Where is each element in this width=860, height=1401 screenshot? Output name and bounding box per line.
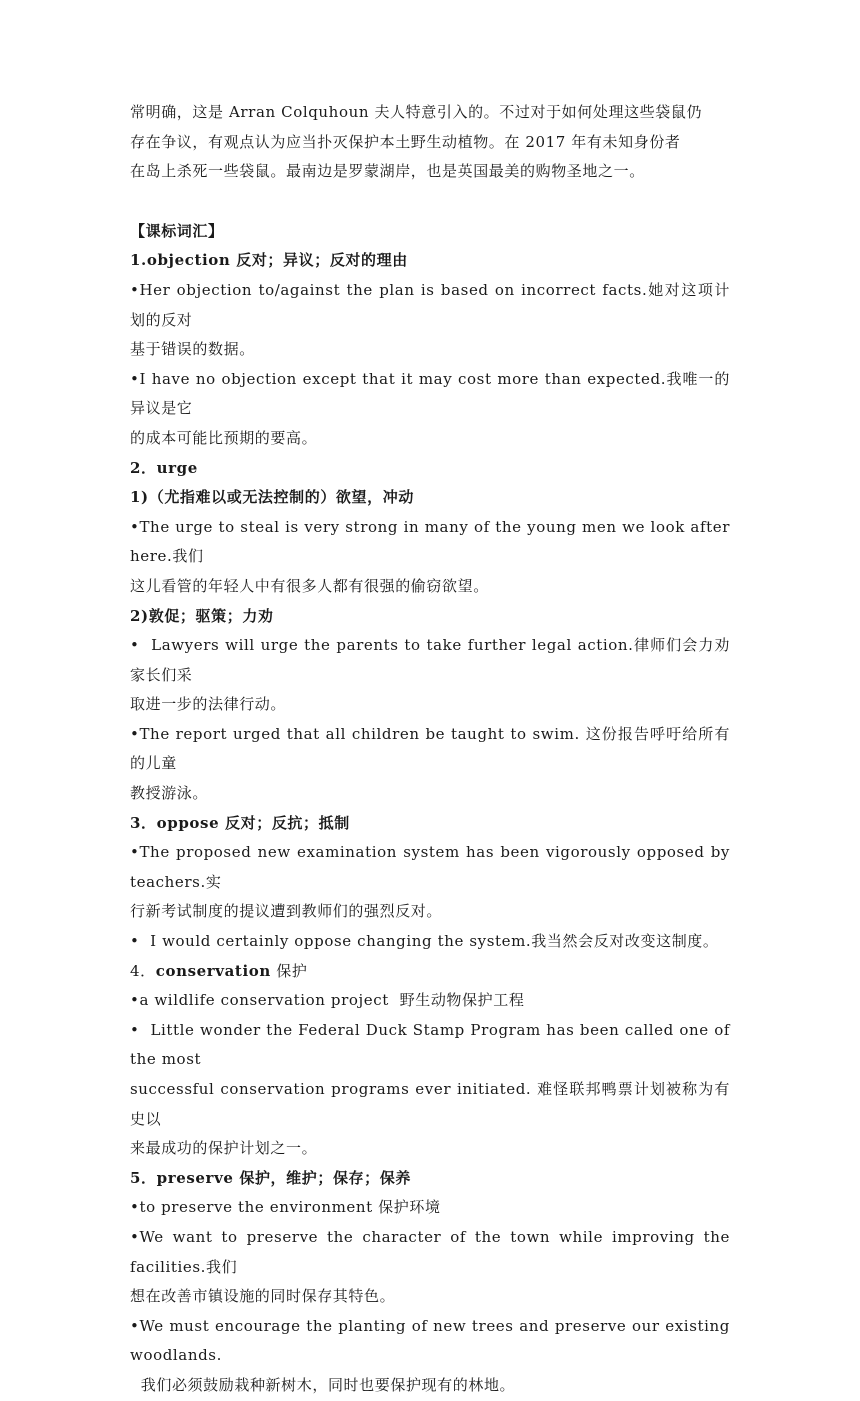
vocab-line: •The urge to steal is very strong in many of the young men we look after here.我们	[130, 517, 736, 566]
vocab-line: 来最成功的保护计划之一。	[130, 1139, 318, 1158]
vocab-line: • Lawyers will urge the parents to take further legal action.律师们会力劝家长们采	[130, 636, 730, 684]
vocab-line: 我们必须鼓励栽种新树木，同时也要保护现有的林地。	[130, 1375, 516, 1394]
vocab-heading: 2．urge	[130, 458, 198, 477]
vocab-word: conservation	[155, 961, 271, 980]
vocab-heading: 2)敦促；驱策；力劝	[130, 606, 274, 625]
vocab-line: 取进一步的法律行动。	[130, 695, 287, 714]
vocab-line: 这儿看管的年轻人中有很多人都有很强的偷窃欲望。	[130, 576, 489, 595]
vocab-heading: 1)（尤指难以或无法控制的）欲望，冲动	[130, 488, 414, 507]
vocab-line: • I would certainly oppose changing the system.我当然会反对改变这制度。	[130, 932, 719, 951]
vocab-line: 的成本可能比预期的要高。	[130, 428, 318, 447]
vocab-line: •I have no objection except that it may cost more than expected.我唯一的异议是它	[130, 369, 730, 418]
intro-paragraph	[130, 98, 730, 187]
vocab-line: •to preserve the environment 保护环境	[130, 1198, 441, 1217]
vocab-line: successful conservation programs ever initiated. 难怪联邦鸭票计划被称为有史以	[130, 1080, 730, 1128]
spacer	[130, 187, 730, 217]
vocab-line: •We want to preserve the character of the town while improving the facilities.我们	[130, 1227, 736, 1276]
section-title: 【课标词汇】	[130, 221, 224, 240]
vocab-line: 基于错误的数据。	[130, 340, 255, 359]
vocab-line: 4．conservation 保护	[130, 961, 308, 980]
vocab-heading: 1.objection 反对；异议；反对的理由	[130, 251, 408, 270]
vocab-line: •The proposed new examination system has been vigorously opposed by teachers.实	[130, 843, 736, 891]
vocab-heading: 3．oppose 反对；反抗；抵制	[130, 813, 350, 832]
vocab-line: • Little wonder the Federal Duck Stamp Program has been called one of the most	[130, 1020, 736, 1069]
vocab-line: •The report urged that all children be taught to swim. 这份报告呼吁给所有的儿童	[130, 724, 730, 773]
vocab-line: 教授游泳。	[130, 784, 209, 803]
vocab-line: 行新考试制度的提议遭到教师们的强烈反对。	[130, 902, 443, 921]
vocab-line: •a wildlife conservation project 野生动物保护工程	[130, 991, 525, 1010]
intro-line: 存在争议，有观点认为应当扑灭保护本土野生动植物。在 2017 年有未知身份者	[130, 132, 681, 151]
intro-line: 常明确，这是 Arran Colquhoun 夫人特意引入的。不过对于如何处理这些袋鼠仍	[130, 103, 703, 121]
document-page	[130, 98, 736, 1401]
intro-line: 在岛上杀死一些袋鼠。最南边是罗蒙湖岸，也是英国最美的购物圣地之一。	[130, 162, 645, 181]
vocab-line: 想在改善市镇设施的同时保存其特色。	[130, 1287, 396, 1306]
vocab-line: •Her objection to/against the plan is based on incorrect facts.她对这项计划的反对	[130, 280, 730, 329]
vocab-line: •We must encourage the planting of new trees and preserve our existing woodlands.	[130, 1316, 736, 1365]
vocab-heading: 5．preserve 保护，维护；保存；保养	[130, 1168, 411, 1187]
vocabulary-list	[130, 246, 736, 1400]
